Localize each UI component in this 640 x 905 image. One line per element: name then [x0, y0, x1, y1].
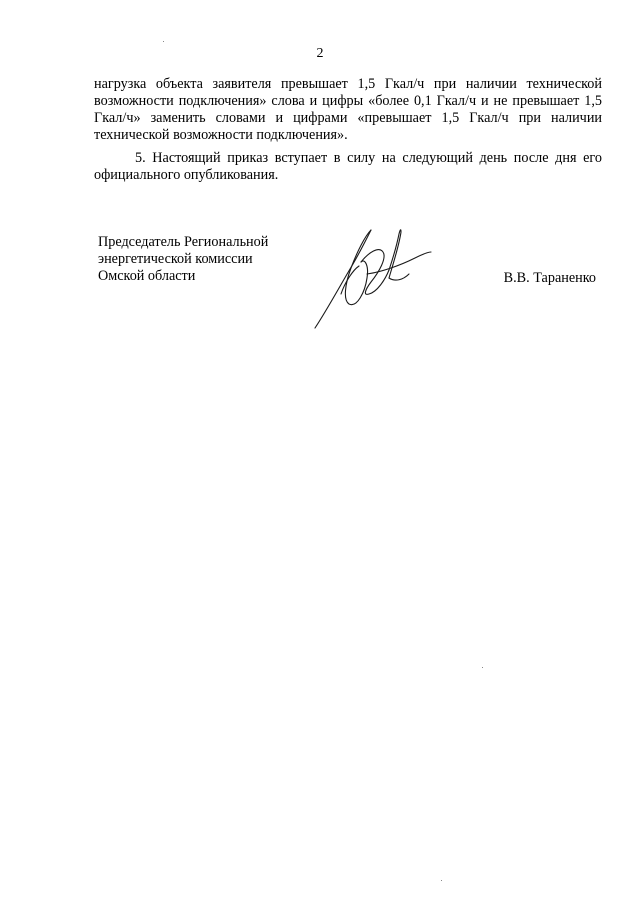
signer-name: В.В. Тараненко: [503, 270, 596, 286]
scan-speck: [163, 41, 164, 42]
signer-title-line-3: Омской области: [98, 268, 196, 284]
scan-speck: [441, 880, 442, 881]
body-paragraph-1: нагрузка объекта заявителя превышает 1,5 Гкал/ч при наличии технической возможности подключения» слова и цифры «более 0,1 Гкал/ч и не превышает 1,5 Гкал/ч» заменить словами и цифрами «превышает 1,5 Гкал/ч при наличии технической возможности подключения».: [94, 76, 602, 143]
body-paragraph-2: 5. Настоящий приказ вступает в силу на следующий день после дня его официального опубликования.: [94, 150, 602, 183]
handwritten-signature: [305, 222, 435, 334]
signer-title-line-1: Председатель Региональной: [98, 234, 269, 250]
scan-speck: [482, 667, 483, 668]
signer-title: [98, 234, 318, 285]
page-number: 2: [316, 46, 324, 61]
signer-title-line-2: энергетической комиссии: [98, 251, 253, 267]
